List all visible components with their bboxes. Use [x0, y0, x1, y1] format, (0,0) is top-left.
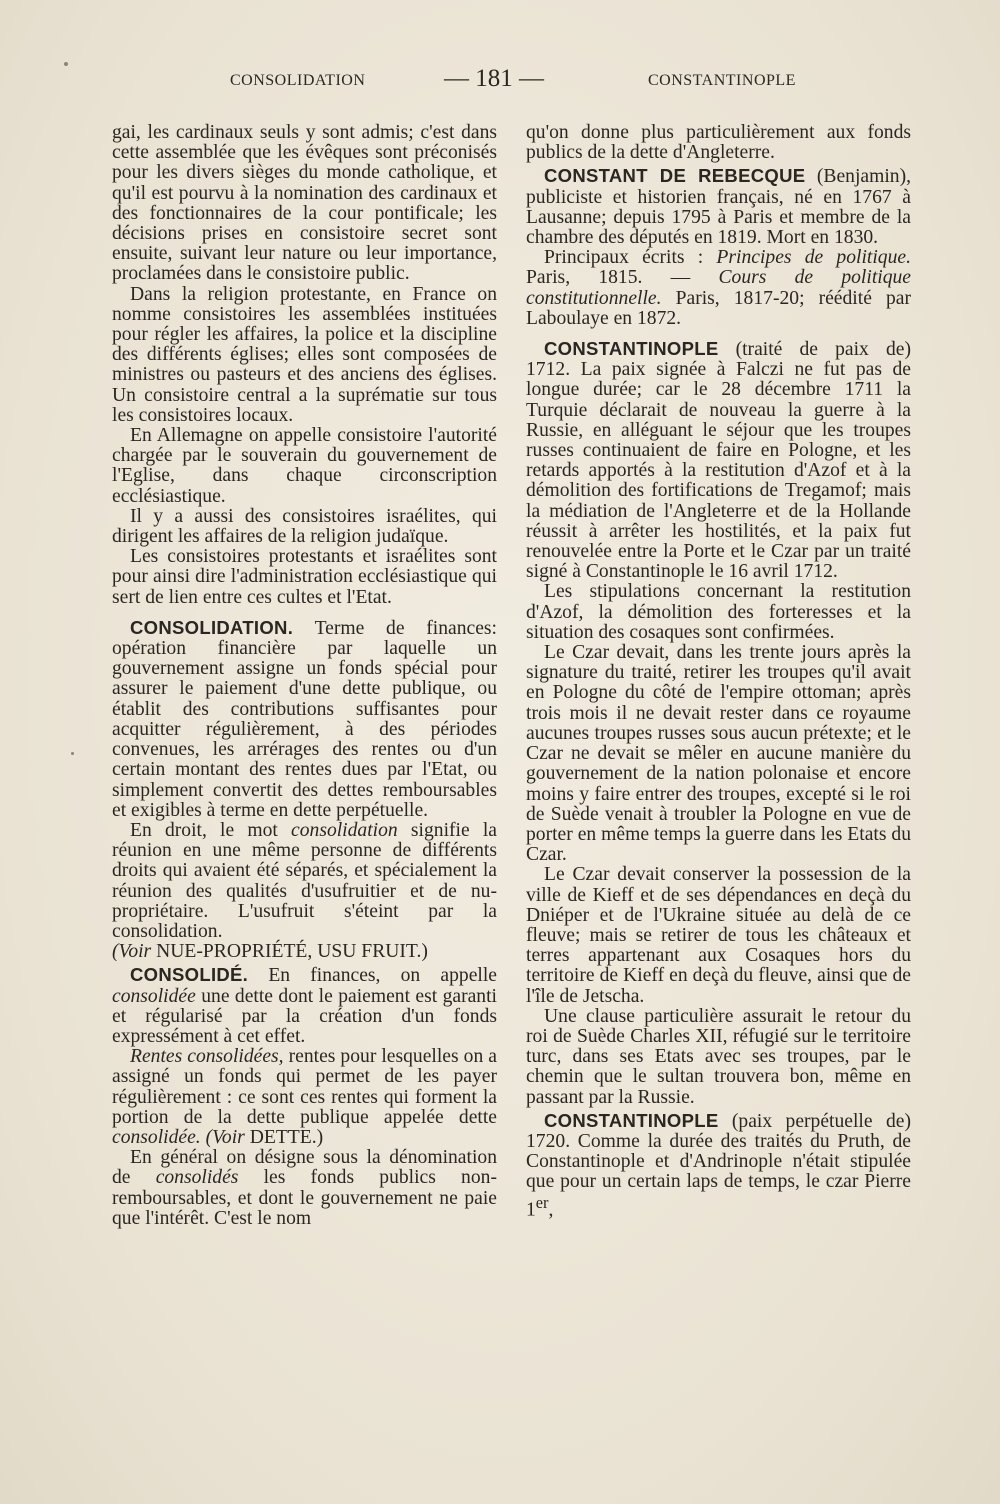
paragraph: Le Czar devait conserver la possession de la ville de Kieff et de ses dépendances en deçà du Dniéper et de l'Ukraine située au delà de ce fleuve; mais se retirer de tous les châteaux et terres appartenant aux Cosaques hors du territoire de Kieff en deçà du fleuve, ainsi que de l'île de Jetscha.: [526, 864, 911, 1007]
paper-speck: [71, 752, 74, 755]
headword: CONSOLIDÉ.: [130, 964, 249, 986]
paragraph: Une clause particulière assurait le retour du roi de Suède Charles XII, réfugié sur le territoire turc, dans ses Etats avec ses troupes, par le chemin que le sultan trouvera bon, même en passant par la Russie.: [526, 1005, 911, 1108]
paragraph: qu'on donne plus particulièrement aux fonds publics de la dette d'Angleterre.: [526, 122, 911, 164]
paragraph: [112, 1148, 497, 1229]
see-also-text: DETTE.): [249, 1126, 324, 1148]
entry-constantinople-1720: CONSTANTINOPLE (paix perpétuelle de) 1720. Comme la durée des traités du Pruth, de Constantinople et d'Andrinople n'était stipulée que pour un certain laps de temps, le czar Pierre 1er,: [526, 1109, 911, 1221]
paragraph: [112, 1047, 497, 1148]
entry-text: (paix perpétuelle de) 1720. Comme la durée des traités du Pruth, de Constantinople et d'Andrinople n'était stipulée que pour un certain laps de temps, le czar Pierre: [526, 1110, 911, 1193]
see-also-label: (Voir: [112, 941, 152, 963]
italic-term: consolidée.: [112, 1126, 201, 1148]
headword: CONSOLIDATION.: [130, 616, 294, 638]
text-run: Principaux écrits :: [544, 247, 704, 269]
text-run: En général on désigne sous la dénomination de: [112, 1147, 497, 1189]
entry-text: (Benjamin), publiciste et historien français, né en 1767 à Lausanne; depuis 1795 à Paris et membre de la chambre des députés en 1819. Mort en 1830.: [526, 166, 911, 249]
paragraph: En Allemagne on appelle consistoire l'autorité chargée par le souverain du gouvernement de l'Eglise, dans chaque circonscription ecclésiastique.: [112, 425, 497, 507]
paragraph: Les stipulations concernant la restitution d'Azof, la démolition des forteresses et la situation des cosaques sont confirmées.: [526, 581, 911, 643]
entry-constantinople-1712: [526, 339, 911, 582]
paragraph: Il y a aussi des consistoires israélites, qui dirigent les affaires de la religion judaïque.: [112, 505, 497, 548]
headword: CONSTANT DE REBECQUE: [544, 165, 806, 187]
paragraph: Les consistoires protestants et israélites sont pour ainsi dire l'administration ecclésiastique qui sert de lien entre ces cultes et l'Etat.: [112, 546, 497, 608]
paragraph: [112, 821, 497, 962]
text-run: signifie la réunion en une même personne de différents droits qui avaient été séparés, et spécialement la réunion des qualités d'usufruitier et de nu-propriétaire. L'usufruit s'éteint par la consolidation.: [112, 819, 497, 942]
running-head-right: CONSTANTINOPLE: [648, 72, 796, 89]
italic-term: consolidée: [112, 985, 196, 1007]
entry-consolide: [112, 965, 497, 1047]
right-column: [526, 123, 911, 1220]
text-run: une dette dont le paiement est garanti et régularisé par la création d'un fonds expressément à cet effet.: [112, 985, 497, 1047]
text-run: Paris, 1815. —: [526, 267, 691, 289]
paper-speck: [64, 62, 68, 66]
italic-title: Cours de politique constitutionnelle.: [526, 267, 911, 309]
headword: CONSTANTINOPLE: [544, 338, 719, 360]
paragraph: Dans la religion protestante, en France on nomme consistoires les assemblées instituées pour régler les affaires, la police et la discipline des différents églises; elles sont composées de ministres ou pasteurs et des anciens des églises. Un consistoire central a la suprématie sur tous les consistoires locaux.: [112, 283, 497, 426]
see-also-text: NUE-PROPRIÉTÉ, USU FRUIT.): [156, 941, 428, 963]
text-run: les fonds publics non-remboursables, et dont le gouvernement ne paie que l'intérêt. C'est le nom: [112, 1167, 497, 1229]
text-run: En finances, on appelle: [268, 965, 497, 987]
paragraph: gai, les cardinaux seuls y sont admis; c'est dans cette assemblée que les évêques sont préconisés pour les divers sièges du monde catholique, et qu'il est pourvu à la nomination des cardinaux et des fonctionnaires de la cour pontificale; les décisions prises en consistoire secret sont ensuite, suivant leur nature ou leur importance, proclamées dans le consistoire public.: [112, 122, 497, 285]
superscript: er: [535, 1192, 549, 1212]
running-head-left: CONSOLIDATION: [230, 72, 366, 89]
italic-term: consolidation: [291, 819, 398, 841]
headword: CONSTANTINOPLE: [544, 1109, 719, 1131]
entry-text: Terme de finances: opération financière par laquelle un gouvernement assigne un fonds spécial pour assurer le paiement d'une dette publique, ou établit des contributions suffisantes pour acquitter régulièrement, à des périodes convenues, les arrérages des rentes ou d'un certain montant des rentes dues par l'Etat, ou simplement convertit des dettes remboursables et exigibles à terme en dette perpétuelle.: [112, 617, 497, 821]
left-column: [112, 123, 497, 1229]
paragraph: Le Czar devait, dans les trente jours après la signature du traité, retirer les troupes qu'il avait en Pologne du côté de l'empire ottoman; après trois mois il ne devait rester dans ce royaume aucunes troupes russes sous aucun prétexte; et le Czar ne devait se mêler en aucune manière du gouvernement de la nation polonaise et encore moins y faire entrer des troupes, excepté si le roi de Suède venait à troubler la Pologne en vue de porter en même temps la guerre dans les Etats du Czar.: [526, 642, 911, 866]
entry-text: (traité de paix de) 1712. La paix signée à Falczi ne fut pas de longue durée; car le 28 décembre 1711 la Turquie déclarait de nouveau la guerre à la Russie, en alléguant le séjour que les troupes russes continuaient de faire en Pologne, et les retards apportés à la restitution d'Azof et à la démolition des fortifications de Tregamof; mais la médiation de l'Angleterre et de la Hollande réussit à arrêter les hostilités, et la paix fut renouvelée entre la Porte et le Czar par un traité signé à Constantinople le 16 avril 1712.: [526, 339, 911, 583]
text-run: Paris, 1817-20; réédité par Laboulaye en 1872.: [526, 287, 911, 329]
page-number: — 181 —: [444, 65, 544, 92]
entry-constant: [526, 166, 911, 248]
entry-consolidation: [112, 618, 497, 821]
italic-term: Rentes consolidées,: [130, 1046, 284, 1068]
text-run: rentes pour lesquelles on a assigné un fonds qui permet de les payer régulièrement : ce sont ces rentes qui forment la portion de la dette publique appelée dette: [112, 1046, 497, 1128]
italic-term: consolidés: [155, 1167, 239, 1189]
italic-title: Principes de politique.: [716, 247, 911, 269]
see-also-label: (Voir: [205, 1126, 245, 1148]
running-head: [110, 65, 910, 98]
text-run: En droit, le mot: [130, 819, 278, 841]
text-run: ,: [548, 1199, 554, 1221]
paragraph: [526, 248, 911, 329]
